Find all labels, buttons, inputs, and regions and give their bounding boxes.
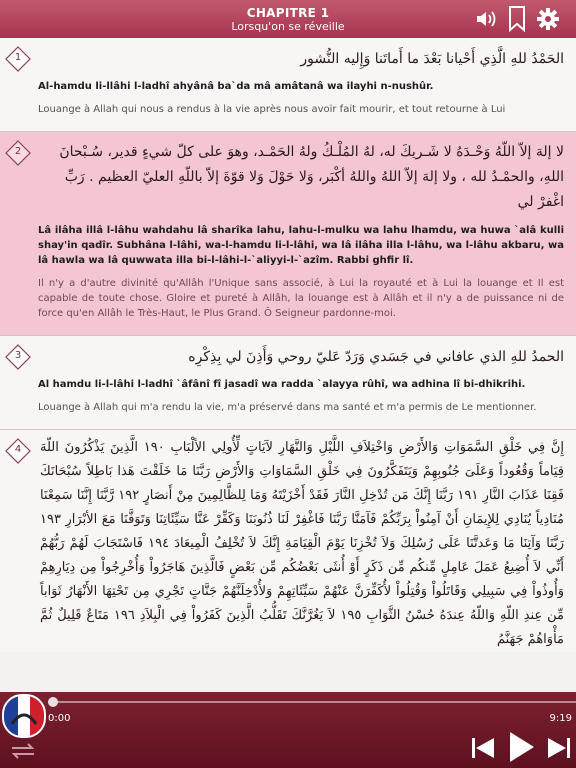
- transliteration-text: Al-hamdu li-llâhi l-ladhî ahyânâ ba`da mâ amâtanâ wa ilayhi n-nushûr.: [38, 81, 434, 92]
- chapter-subtitle: Lorsqu'on se réveille: [231, 20, 345, 33]
- bookmark-icon[interactable]: [508, 6, 526, 36]
- french-translation: Louange à Allah qui nous a rendus à la vie après nous avoir fait mourir, et tout retourne à Lui: [38, 104, 506, 115]
- next-icon[interactable]: [546, 736, 572, 764]
- transliteration-text: Al hamdu li-l-lâhi l-ladhî `âfânî fî jasadî wa radda `alayya rûhî, wa adhina lî bi-dhikrihi.: [38, 379, 526, 390]
- app-header: [0, 0, 576, 38]
- repeat-icon[interactable]: [8, 740, 38, 766]
- chapter-title: CHAPITRE 1: [246, 6, 330, 20]
- flag-icon[interactable]: [2, 694, 46, 738]
- dua-item-2[interactable]: [0, 132, 576, 336]
- french-translation: Il n'y a d'autre divinité qu'Allâh l'Unique sans associé, à Lui la royauté et à Lui la louange et Il est capable de toute chose. Gloire et pureté à Allâh, la louange est à Allâh et il n'y a de puissance ni de force qu'en Allâh le Très-Haut, le Plus Grand. Ô Seigneur pardonne-moi.: [38, 278, 564, 319]
- transliteration-text: Lâ ilâha illâ l-lâhu wahdahu lâ sharîka lahu, lahu-l-mulku wa lahu lhamdu, wa huwa `alâ kulli shay'in qadîr. Subhâna l-lâhi, wa-l-hamdu li-l-lâhi, wa lâ ilâha illa l-lâhu, wa l-lâhu akbaru, wa lâ hawla wa lâ quwwata illa bi-l-lâhi-l-`aliyyi-l-`azîm. Rabbi ghfir lî.: [38, 225, 564, 266]
- item-number-badge: 1: [5, 46, 31, 72]
- arabic-text: إِنَّ فِي خَلْقِ السَّمَوَاتِ وَالأَرْضِ وَاخْتِلاَفِ اللَّيْلِ وَالنَّهَارِ لآيَاتٍ لِّأُولِي الألْبَابِ ١٩٠ الَّذِينَ يَذْكُرُونَ اللّهَ قِيَاماً وَقُعُوداً وَعَلَىَ جُنُوبِهِمْ وَيَتَفَكَّرُونَ فِي خَلْقِ السَّمَاوَاتِ وَالأَرْضِ رَبَّنَا مَا خَلَقْتَ هَذا بَاطِلاً سُبْحَانَكَ فَقِنَا عَذَابَ النَّارِ ١٩١ رَبَّنَا إِنَّكَ مَن تُدْخِلِ النَّارَ فَقَدْ أَخْزَيْتَهُ وَمَا لِلظَّالِمِينَ مِنْ أَنصَارٍ ١٩٢ رَّبَّنَا إِنَّنَا سَمِعْنَا مُنَادِياً يُنَادِي لِلإِيمَانِ أَنْ آمِنُواْ بِرَبِّكُمْ فَآمَنَّا رَبَّنَا فَاغْفِرْ لَنَا ذُنُوبَنَا وَكَفِّرْ عَنَّا سَيِّئَاتِنَا وَتَوَفَّنَا مَعَ الأبْرَارِ ١٩٣ رَبَّنَا وَآتِنَا مَا وَعَدتَّنَا عَلَى رُسُلِكَ وَلاَ تُخْزِنَا يَوْمَ الْقِيَامَةِ إِنَّكَ لاَ تُخْلِفُ الْمِيعَادَ ١٩٤ فَاسْتَجَابَ لَهُمْ رَبُّهُمْ أَنِّي لاَ أُضِيعُ عَمَلَ عَامِلٍ مِّنكُم مِّن ذَكَرٍ أَوْ أُنثَى بَعْضُكُم مِّن بَعْضٍ فَالَّذِينَ هَاجَرُواْ وَأُخْرِجُواْ مِن دِيَارِهِمْ وَأُوذُواْ فِي سَبِيلِي وَقَاتَلُواْ وَقُتِلُواْ لأُكَفِّرَنَّ عَنْهُمْ سَيِّئَاتِهِمْ وَلأُدْخِلَنَّهُمْ جَنَّاتٍ تَجْرِي مِن تَحْتِهَا الأَنْهَارُ ثَوَاباً مِّن عِندِ اللّهِ وَاللّهُ عِندَهُ حُسْنُ الثَّوَابِ ١٩٥ لاَ يَغُرَّنَّكَ تَقَلُّبُ الَّذِينَ كَفَرُواْ فِي الْبِلاَدِ ١٩٦ مَتَاعٌ قَلِيلٌ ثُمَّ مَأْوَاهُمْ جَهَنَّمُ: [40, 440, 564, 647]
- dua-item-1[interactable]: [0, 38, 576, 132]
- total-time: 9:19: [549, 713, 572, 724]
- volume-icon[interactable]: [474, 7, 498, 35]
- item-number-badge: 3: [5, 344, 31, 370]
- previous-icon[interactable]: [470, 736, 496, 764]
- arabic-text: الحَمْدُ للهِ الَّذِي أَحْيانا بَعْدَ ما أَماتَنا وَإِليه النُّشور: [300, 51, 564, 67]
- audio-player: [0, 692, 576, 768]
- arabic-text: الحمدُ للهِ الذي عافاني في جَسَدي وَرَدّ عَليّ روحي وَأَذِنَ لي بِذِكْرِه: [188, 349, 564, 365]
- item-number-badge: 4: [5, 438, 31, 464]
- french-translation: Louange à Allah qui m'a rendu la vie, m'a préservé dans ma santé et m'a permis de Le mentionner.: [38, 402, 537, 413]
- arabic-text: لا إلهَ إلاّ اللّهُ وَحْـدَهُ لا شَـريكَ له، لهُ المُلْـكُ ولهُ الحَمْـد، وهوَ على كلّ شيءٍ قدير، سُـبْحانَ اللهِ، والحمْـدُ لله ، ولا إلهَ إلاّ اللهُ واللهُ أكْبَر، وَلا حَوْلَ وَلا قوّةَ إلاّ باللّهِ العليّ العظيم . رَبِّ اغْفرْ لي: [59, 144, 564, 210]
- progress-knob[interactable]: [48, 697, 58, 707]
- progress-track[interactable]: [48, 701, 576, 703]
- dua-item-3[interactable]: [0, 336, 576, 430]
- play-icon[interactable]: [508, 730, 536, 768]
- dua-list[interactable]: [0, 38, 576, 692]
- item-number-badge: 2: [5, 140, 31, 166]
- gear-icon[interactable]: [536, 7, 560, 35]
- elapsed-time: 0:00: [48, 713, 71, 724]
- dua-item-4[interactable]: [0, 430, 576, 652]
